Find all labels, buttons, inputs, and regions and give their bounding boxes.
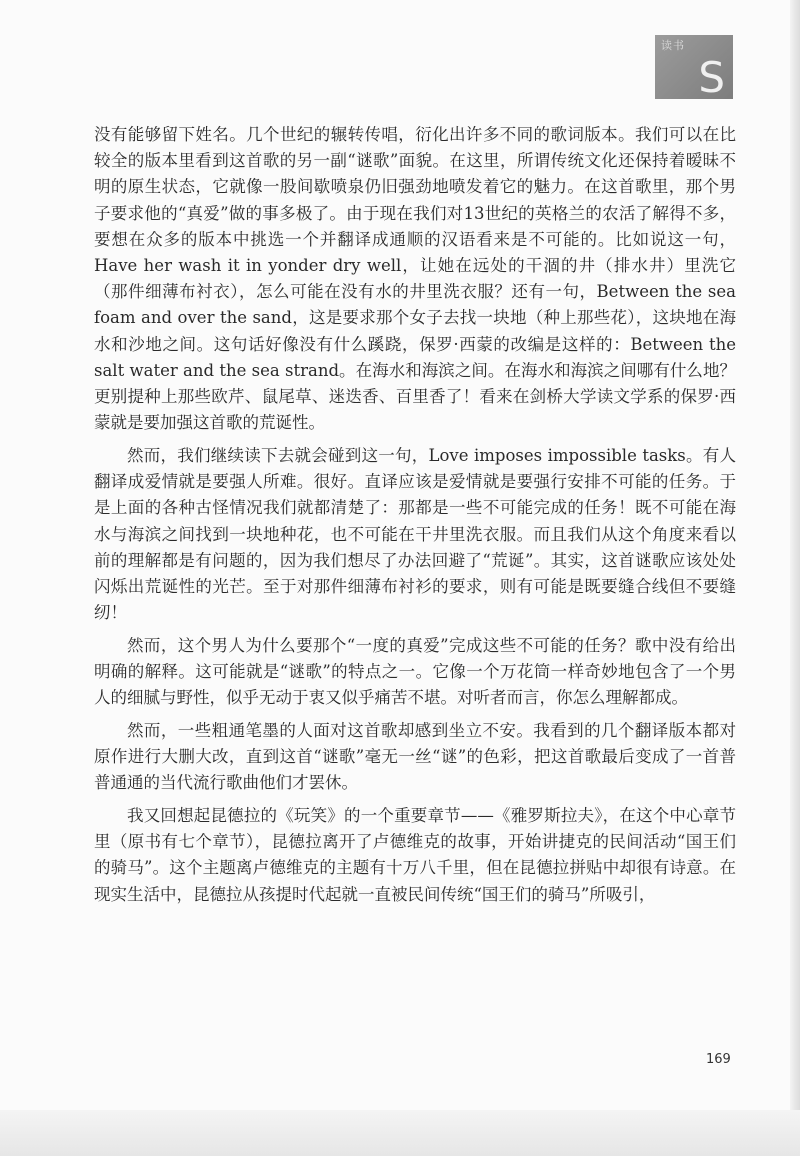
- logo-top-text: 读书: [661, 39, 685, 52]
- body-text: [94, 122, 736, 914]
- paragraph-4: 然而，一些粗通笔墨的人面对这首歌却感到坐立不安。我看到的几个翻译版本都对原作进行大删大改，直到这首“谜歌”毫无一丝“谜”的色彩，把这首歌最后变成了一首普普通通的当代流行歌曲他们才罢休。: [94, 720, 736, 793]
- section-logo: [655, 35, 733, 102]
- logo-letter: S: [698, 53, 725, 102]
- paragraph-2: 然而，我们继续读下去就会碰到这一句，Love imposes impossible tasks。有人翻译成爱情就是要强人所难。很好。直译应该是爱情就是要强行安排不可能的任务。于是上面的各种古怪情况我们就都清楚了：那都是一些不可能完成的任务！既不可能在海水与海滨之间找到一块地种花，也不可能在干井里洗衣服。而且我们从这个角度来看以前的理解都是有问题的，因为我们想尽了办法回避了“荒诞”。其实，这首谜歌应该处处闪烁出荒诞性的光芒。至于对那件细薄布衬衫的要求，则有可能是既要缝合线但不要缝纫！: [94, 445, 736, 623]
- page-edge-shadow: [790, 0, 800, 1156]
- page-number: 169: [706, 1052, 731, 1067]
- paragraph-5: 我又回想起昆德拉的《玩笑》的一个重要章节——《雅罗斯拉夫》，在这个中心章节里（原书有七个章节），昆德拉离开了卢德维克的故事，开始讲捷克的民间活动“国王们的骑马”。这个主题离卢德维克的主题有十万八千里，但在昆德拉拼贴中却很有诗意。在现实生活中，昆德拉从孩提时代起就一直被民间传统“国王们的骑马”所吸引，: [94, 806, 736, 904]
- page-bottom-band: [0, 1110, 800, 1156]
- paragraph-1: 没有能够留下姓名。几个世纪的辗转传唱，衍化出许多不同的歌词版本。我们可以在比较全的版本里看到这首歌的另一副“谜歌”面貌。在这里，所谓传统文化还保持着暧昧不明的原生状态，它就像一股间歇喷泉仍旧强劲地喷发着它的魅力。在这首歌里，那个男子要求他的“真爱”做的事多极了。由于现在我们对13世纪的英格兰的农活了解得不多，要想在众多的版本中挑选一个并翻译成通顺的汉语看来是不可能的。比如说这一句，Have her wash it in yonder dry well，让她在远处的干涸的井（排水井）里洗它（那件细薄布衬衣），怎么可能在没有水的井里洗衣服？还有一句，Between the sea foam and over the sand，这是要求那个女子去找一块地（种上那些花），这块地在海水和沙地之间。这句话好像没有什么蹊跷，保罗·西蒙的改编是这样的：Between the salt water and the sea strand。在海水和海滨之间。在海水和海滨之间哪有什么地？更别提种上那些欧芹、鼠尾草、迷迭香、百里香了！看来在剑桥大学读文学系的保罗·西蒙就是要加强这首歌的荒诞性。: [94, 125, 736, 433]
- paragraph-3: 然而，这个男人为什么要那个“一度的真爱”完成这些不可能的任务？歌中没有给出明确的解释。这可能就是“谜歌”的特点之一。它像一个万花筒一样奇妙地包含了一个男人的细腻与野性，似乎无动于衷又似乎痛苦不堪。对听者而言，你怎么理解都成。: [94, 635, 736, 708]
